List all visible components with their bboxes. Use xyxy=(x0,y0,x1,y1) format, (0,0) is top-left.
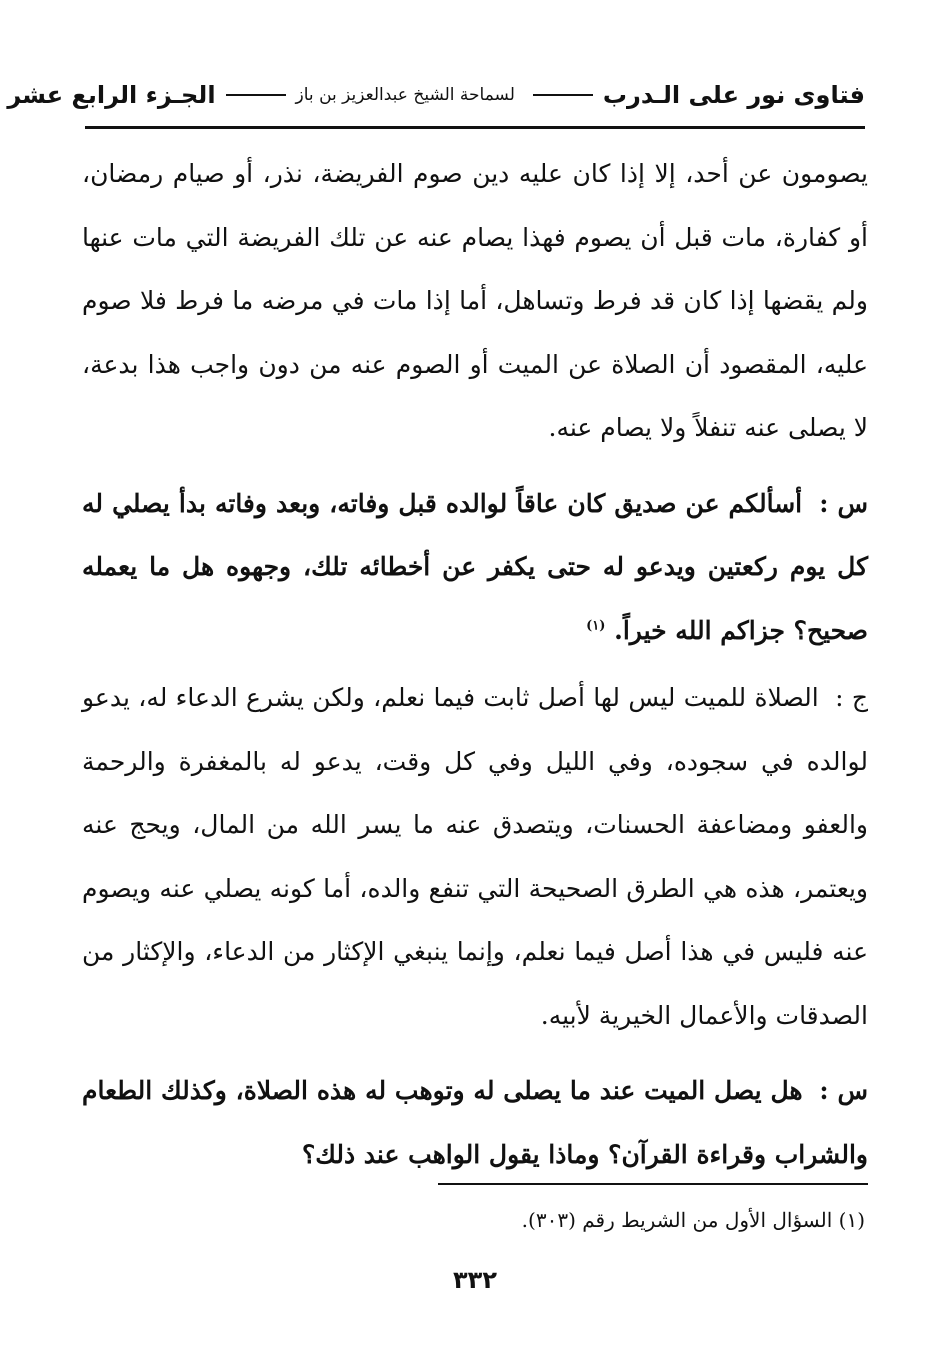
question-2 xyxy=(82,1059,868,1186)
footnote-reference: (١) xyxy=(586,618,606,634)
answer-1-label: ج : xyxy=(835,683,868,712)
answer-1 xyxy=(82,666,868,1047)
header-title-group xyxy=(216,81,865,109)
question-2-text: هل يصل الميت عند ما يصلى له وتوهب له هذه الصلاة، وكذلك الطعام والشراب وقراءة القرآن؟ وماذا يقول الواهب عند ذلك؟ xyxy=(82,1076,868,1169)
question-1 xyxy=(82,472,868,663)
book-author: لسماحة الشيخ عبدالعزيز بن باز xyxy=(295,85,515,105)
footnote: (١) السؤال الأول من الشريط رقم (٣٠٣). xyxy=(521,1208,865,1232)
main-text xyxy=(82,142,868,1186)
question-1-text: أسألكم عن صديق كان عاقاً لوالده قبل وفاته، وبعد وفاته بدأ يصلي له كل يوم ركعتين ويدعو له حتى يكفر عن أخطائه تلك، وجهوه هل ما يعمله صحيح؟ جزاكم الله خيراً. xyxy=(82,488,868,645)
question-2-label: س : xyxy=(819,1076,868,1105)
footnote-rule xyxy=(438,1183,868,1185)
header-dash-long xyxy=(226,94,286,96)
page-number: ٣٣٢ xyxy=(453,1266,497,1294)
continuation-paragraph: يصومون عن أحد، إلا إذا كان عليه دين صوم الفريضة، نذر، أو صيام رمضان، أو كفارة، مات قبل أن يصوم فهذا يصام عنه عن تلك الفريضة التي مات عنها ولم يقضها إذا كان قد فرط وتساهل، أما إذا مات في مرضه ما فرط فلا صوم عليه، المقصود أن الصلاة عن الميت أو الصوم عنه من دون واجب هذا بدعة، لا يصلى عنه تنفلاً ولا يصام عنه. xyxy=(82,159,868,442)
answer-1-text: الصلاة للميت ليس لها أصل ثابت فيما نعلم، ولكن يشرع الدعاء له، يدعو لوالده في سجوده، وفي الليل وفي كل وقت، يدعو له بالمغفرة والرحمة والعفو ومضاعفة الحسنات، ويتصدق عنه ما يسر الله من المال، ويحج عنه ويعتمر، هذه هي الطرق الصحيحة التي تنفع والده، أما كونه يصلي عنه ويصوم عنه فليس في هذا أصل فيما نعلم، وإنما ينبغي الإكثار من الدعاء، والإكثار من الصدقات والأعمال الخيرية لأبيه. xyxy=(82,683,869,1030)
question-1-label: س : xyxy=(819,488,868,518)
book-title: فتاوى نور على الـدرب xyxy=(602,81,865,109)
header-dash-short xyxy=(533,94,593,96)
volume-label: الجـزء الرابع عشر xyxy=(7,81,216,109)
header-rule xyxy=(85,126,865,129)
running-header xyxy=(7,70,865,120)
